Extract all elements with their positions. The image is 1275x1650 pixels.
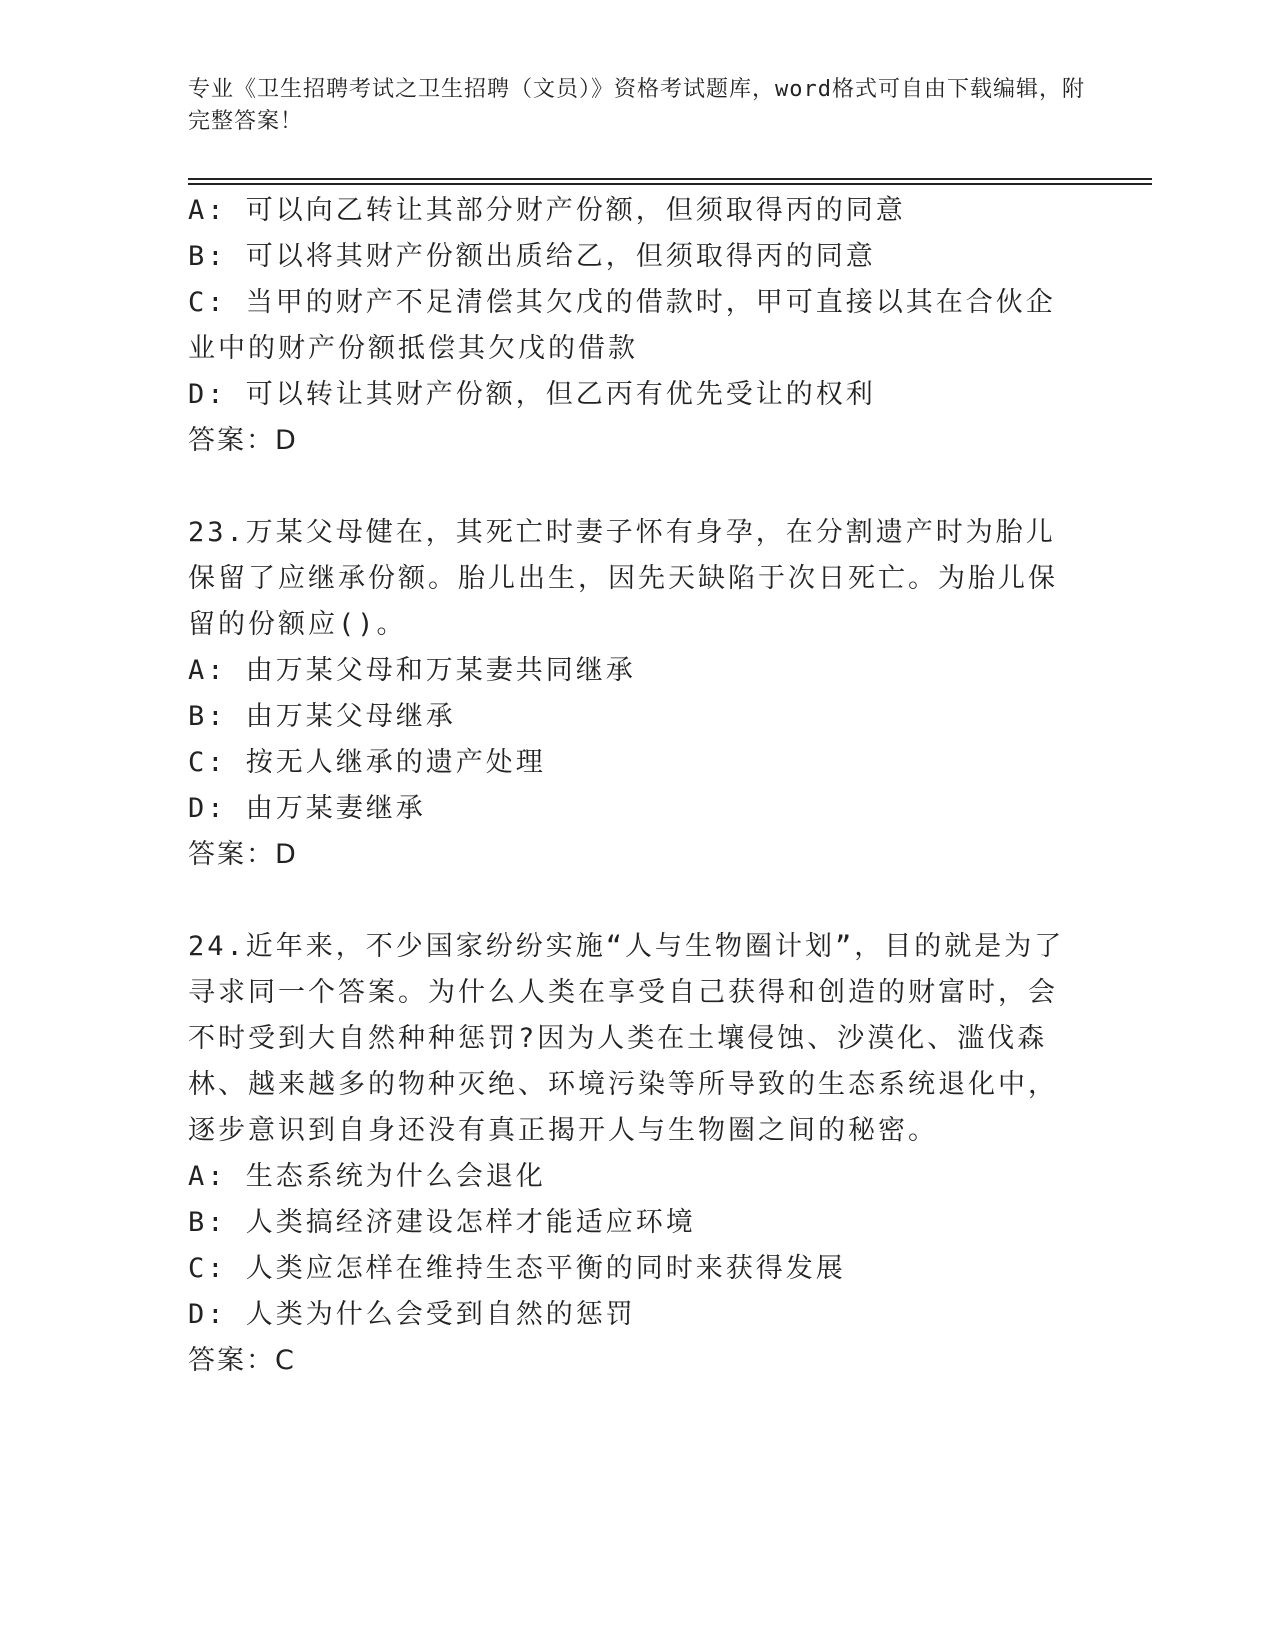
prev-question [188, 188, 1078, 464]
option-d: D: 人类为什么会受到自然的惩罚 [188, 1299, 636, 1330]
option-c: C: 按无人继承的遗产处理 [188, 747, 546, 778]
question-stem: 24.近年来，不少国家纷纷实施“人与生物圈计划”，目的就是为了寻求同一个答案。为什么人类在享受自己获得和创造的财富时，会不时受到大自然种种惩罚?因为人类在土壤侵蚀、沙漠化、滥伐森林、越来越多的物种灭绝、环境污染等所导致的生态系统退化中，逐步意识到自身还没有真正揭开人与生物圈之间的秘密。 [188, 931, 1065, 1146]
question-content [188, 188, 1078, 1384]
option-b: B: 人类搞经济建设怎样才能适应环境 [188, 1207, 696, 1238]
option-d: D: 可以转让其财产份额，但乙丙有优先受让的权利 [188, 379, 876, 410]
header-rule-bottom [188, 183, 1152, 185]
header-rule-top [188, 178, 1152, 180]
question-23 [188, 510, 1078, 878]
spacer [188, 464, 1078, 510]
option-c: C: 人类应怎样在维持生态平衡的同时来获得发展 [188, 1253, 846, 1284]
question-stem: 23.万某父母健在，其死亡时妻子怀有身孕，在分割遗产时为胎儿保留了应继承份额。胎儿出生，因先天缺陷于次日死亡。为胎儿保留的份额应()。 [188, 517, 1058, 640]
answer: 答案：C [188, 1345, 296, 1376]
option-a: A: 可以向乙转让其部分财产份额，但须取得丙的同意 [188, 195, 906, 226]
option-b: B: 由万某父母继承 [188, 701, 456, 732]
option-a: A: 由万某父母和万某妻共同继承 [188, 655, 636, 686]
answer: 答案：D [188, 425, 298, 456]
question-24 [188, 924, 1078, 1384]
answer: 答案：D [188, 839, 298, 870]
document-header: 专业《卫生招聘考试之卫生招聘（文员）》资格考试题库，word格式可自由下载编辑，附完整答案！ [188, 77, 1085, 134]
spacer [188, 878, 1078, 924]
option-b: B: 可以将其财产份额出质给乙，但须取得丙的同意 [188, 241, 876, 272]
option-c: C: 当甲的财产不足清偿其欠戊的借款时，甲可直接以其在合伙企业中的财产份额抵偿其欠戊的借款 [188, 287, 1056, 364]
option-d: D: 由万某妻继承 [188, 793, 426, 824]
option-a: A: 生态系统为什么会退化 [188, 1161, 546, 1192]
